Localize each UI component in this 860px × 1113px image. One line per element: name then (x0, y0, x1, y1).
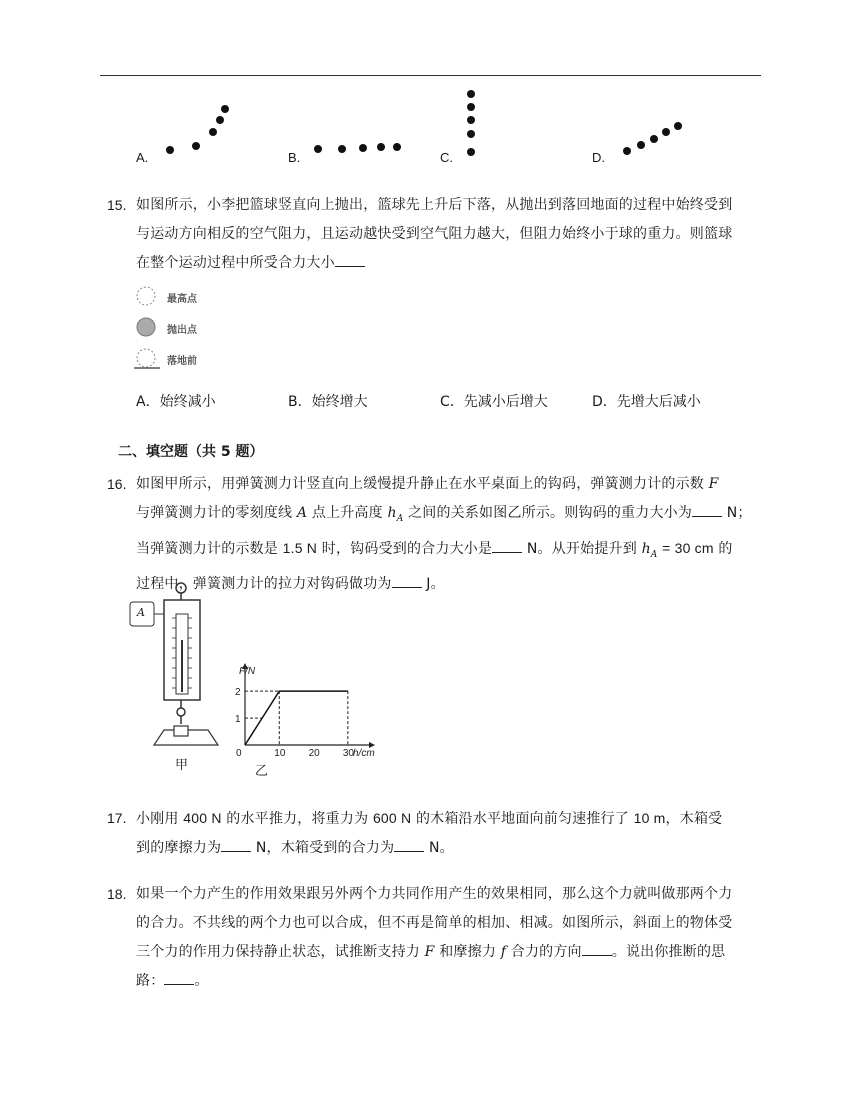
q16-l3-text-c: N。从开始提升到 (526, 540, 637, 557)
figure-label-yi: 乙 (255, 764, 269, 779)
q16-l4-text-a: 过程中，弹簧测力计的拉力对钩码做功为 (136, 575, 392, 592)
legend-highest-point: 最高点 (167, 294, 197, 305)
q17-l1-text-d: ，木箱受 (665, 811, 723, 827)
q16-line4 (136, 570, 766, 599)
y-axis-label: F/N (239, 666, 256, 677)
q16-blank-3[interactable] (392, 575, 422, 588)
x-axis-label: h/cm (353, 748, 375, 759)
q16-l3-text-d: 的 (718, 540, 733, 557)
option-a-label: A. (136, 150, 149, 165)
legend-throw-point: 抛出点 (167, 325, 197, 336)
q17-value-600N: 600 N (372, 810, 412, 826)
figure-label-jia: 甲 (175, 758, 189, 773)
q18-blank-2[interactable] (164, 972, 194, 985)
x-tick-label-0: 0 (236, 748, 242, 759)
q16-var-h-sub: A (396, 513, 404, 524)
q17-l1-text-c: 的木箱沿水平地面向前匀速推行了 (415, 811, 629, 827)
q15-choice-b[interactable]: B．始终增大 (288, 394, 368, 410)
q16-blank-2[interactable] (492, 540, 522, 553)
option-c-label: C. (440, 150, 453, 165)
q16-var-h2-sub: A (650, 549, 658, 560)
q16-value-1-5N: 1.5 N (282, 539, 318, 556)
q15-choice-a[interactable]: A．始终减小 (136, 394, 216, 410)
q16-l2-text-a: 与弹簧测力计的零刻度线 (136, 505, 293, 521)
q16-var-h2: h (641, 540, 651, 557)
option-b-dots (308, 135, 408, 160)
callout-label-A: A (137, 606, 145, 619)
x-tick-label-20: 20 (308, 748, 320, 759)
q18-line1: 如果一个力产生的作用效果跟另外两个力共同作用产生的效果相同，那么这个力就叫做那两个力 (136, 886, 733, 902)
header-rule (100, 75, 761, 76)
y-tick-label-1: 1 (235, 714, 241, 726)
option-b-label: B. (288, 150, 301, 165)
q18-l3-text-a: 三个力的作用力保持静止状态，试推断支持力 (136, 944, 420, 960)
q15-line2: 与运动方向相反的空气阻力，且运动越快受到空气阻力越大，但阻力始终小于球的重力。则篮球 (136, 226, 733, 242)
q16-var-F: F (708, 476, 719, 492)
q17-blank-1[interactable] (221, 839, 251, 852)
q16-number: 16. (107, 476, 127, 492)
q16-text (136, 470, 766, 599)
q15-line3 (136, 249, 766, 278)
q16-l4-text-b: J。 (426, 575, 445, 592)
q17-text (136, 804, 766, 863)
q17-value-400N: 400 N (183, 810, 222, 826)
q18-text (136, 880, 766, 996)
q18-l3-text-c: 合力的方向 (510, 944, 582, 960)
option-d-dots (615, 115, 690, 160)
option-a-dots (160, 100, 240, 160)
legend-symbols (134, 286, 164, 376)
q18-line4 (136, 967, 766, 996)
q15-line3-text: 在整个运动过程中所受合力大小 (136, 255, 335, 271)
section-heading: 二、填空题（共 5 题） (118, 444, 264, 460)
q18-line3 (136, 938, 766, 967)
q15-line1: 如图所示，小李把篮球竖直向上抛出，篮球先上升后下落，从抛出到落回地面的过程中始终受到 (136, 197, 733, 213)
q16-line1 (136, 470, 766, 499)
q18-line2: 的合力。不共线的两个力也可以合成，但不再是简单的相加、相减。如图所示，斜面上的物体受 (136, 915, 733, 931)
q18-l3-text-d: 。说出你推断的思 (611, 944, 726, 960)
q16-l3-text-b: 时，钩码受到的合力大小是 (321, 540, 493, 557)
x-tick-label-10: 10 (274, 748, 286, 759)
q16-line2 (136, 499, 766, 534)
q17-blank-2[interactable] (394, 839, 424, 852)
q16-l1-text: 如图甲所示，用弹簧测力计竖直向上缓慢提升静止在水平桌面上的钩码，弹簧测力计的示数 (136, 476, 704, 492)
q18-l4-text-b: 。 (194, 973, 209, 989)
q15-answer-blank[interactable] (335, 254, 365, 267)
q15-choice-c[interactable]: C．先减小后增大 (440, 394, 548, 410)
q18-blank-1[interactable] (582, 943, 612, 956)
x-tick-label-30: 30 (342, 748, 354, 759)
q17-l2-text-b: N，木箱受到的合力为 (255, 840, 395, 856)
q17-l1-text-a: 小刚用 (136, 811, 179, 827)
q18-number: 18. (107, 886, 127, 902)
q16-line3 (136, 534, 766, 570)
q17-l2-text-c: N。 (429, 840, 454, 856)
q16-eq-30cm: = 30 cm (662, 539, 714, 556)
q16-var-h: h (387, 505, 397, 521)
q16-l3-text-a: 当弹簧测力计的示数是 (136, 540, 278, 557)
q17-line1 (136, 804, 766, 834)
q15-choice-d[interactable]: D．先增大后减小 (592, 394, 701, 410)
q16-l2-text-b: 点上升高度 (311, 505, 383, 521)
q17-l1-text-b: 的水平推力，将重力为 (226, 811, 369, 827)
q18-l3-text-b: 和摩擦力 (439, 944, 497, 960)
y-tick-label-2: 2 (235, 687, 241, 699)
legend-before-landing: 落地前 (167, 356, 197, 367)
q18-var-F: F (424, 944, 435, 960)
q16-var-A: A (296, 505, 308, 521)
q17-l2-text-a: 到的摩擦力为 (136, 840, 222, 856)
q17-value-10m: 10 m (633, 810, 666, 826)
q17-line2 (136, 834, 766, 863)
force-height-chart (225, 660, 375, 760)
q17-number: 17. (107, 810, 127, 826)
q16-l2-text-d: N； (726, 505, 752, 521)
q18-l4-text-a: 路： (136, 973, 165, 989)
q15-number: 15. (107, 197, 127, 213)
q16-l2-text-c: 之间的关系如图乙所示。则钩码的重力大小为 (408, 505, 693, 521)
q15-text (136, 191, 766, 278)
q18-var-f: f (500, 944, 507, 960)
option-c-dots (460, 86, 485, 160)
q16-blank-1[interactable] (692, 504, 722, 517)
option-d-label: D. (592, 150, 605, 165)
